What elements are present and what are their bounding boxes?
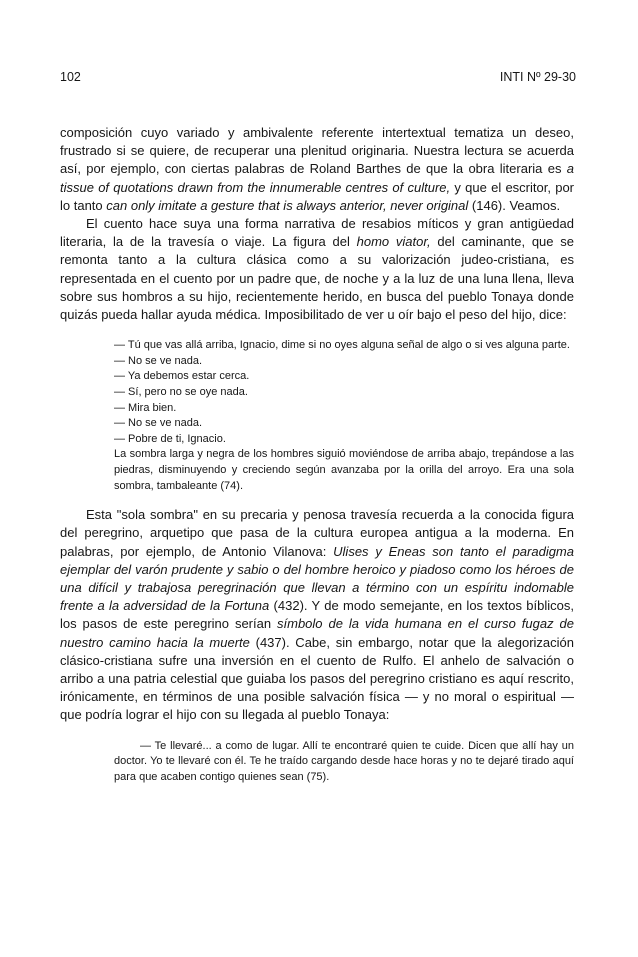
p2-text-2: del caminante, que se remonta tanto a la cultura clásica como a su valorización judeo-cristiana, es representada en el cuento por un padre que, de noche y a la luz de una luna llena, lleva sobre sus hombros a su hijo, recientemente herido, en busca del pueblo Tonaya donde quizás pueda hallar ayuda médica. Imposibilitado de ver u oír bajo el peso del hijo, dice:: [60, 234, 574, 323]
p1-italic-quote-2: can only imitate a gesture that is always anterior, never original: [106, 197, 469, 213]
p3-text-3: (437). Cabe, sin embargo, notar que la alegorización clásico-cristiana sufre una inversión en el cuento de Rulfo. El anhelo de salvación o arribo a una patria celestial que guiaba los pasos del peregrino cristiano es aquí rescrito, irónicamente, en términos de una posible salvación física — y no moral o espiritual — que podría lograr el hijo con su llegada al pueblo Tonaya:: [60, 634, 574, 723]
dialogue-line: — Pobre de ti, Ignacio.: [114, 432, 226, 445]
p3-text-2: (432). Y de modo semejante, en los textos bíblicos, los pasos de este peregrino serían: [60, 598, 574, 632]
p2-text-1: El cuento hace suya una forma narrativa de resabios míticos y gran antigüedad literaria, la de la travesía o viaje. La figura del: [60, 216, 574, 250]
paragraph-3: [60, 506, 574, 724]
p1-text-1: composición cuyo variado y ambivalente referente intertextual tematiza un deseo, frustrado si se quiere, de recuperar una plenitud originaria. Nuestra lectura se acuerda así, por ejemplo, con ciertas palabras de Roland Barthes de que la obra literaria es: [60, 125, 574, 177]
dialogue-line: — Sí, pero no se oye nada.: [114, 386, 248, 399]
block-quote-dialogue: [114, 338, 574, 494]
page-number: 102: [60, 70, 81, 84]
p3-italic-quote-1: Ulises y Eneas son tanto el paradigma ejemplar del varón prudente y sabio o del hombre heroico y piadoso como los héroes de una difícil y trabajosa peregrinación que llevan a término con un espíritu indomable frente a la adversidad de la Fortuna: [60, 543, 574, 614]
p3-text-1: Esta "sola sombra" en su precaria y penosa travesía recuerda a la conocida figura del peregrino, arquetipo que pasa de la cultura europea antigua a la moderna. En palabras, por ejemplo, de Antonio Vilanova:: [60, 507, 574, 559]
dialogue-line: — No se ve nada.: [114, 354, 203, 367]
quote-final-text: — Te llevaré... a como de lugar. Allí te encontraré quien te cuide. Dicen que allí hay un doctor. Yo te llevaré con él. Te he traído cargando desde hace horas y no te dejaré tirado aquí para que acaben contigo quienes sean (75).: [114, 739, 574, 783]
dialogue-line: — Ya debemos estar cerca.: [114, 370, 250, 383]
block-quote-final: [114, 739, 574, 786]
quote-narration: La sombra larga y negra de los hombres siguió moviéndose de arriba abajo, trepándose a las piedras, disminuyendo y creciendo según avanzaba por la orilla del arroyo. Era una sola sombra, tambaleante (74).: [114, 448, 574, 492]
p1-text-2: y que el escritor, por lo tanto: [60, 179, 575, 213]
p3-italic-quote-2: símbolo de la vida humana en el curso fugaz de nuestro camino hacia la muerte: [60, 616, 574, 650]
paragraph-1: [60, 124, 574, 215]
p1-italic-quote-1: a tissue of quotations drawn from the innumerable centres of culture,: [60, 161, 574, 195]
dialogue-line: — No se ve nada.: [114, 417, 203, 430]
dialogue-line: — Tú que vas allá arriba, Ignacio, dime si no oyes alguna señal de algo o si ves alguna parte.: [114, 339, 570, 352]
paragraph-2: [60, 215, 574, 324]
p2-italic-term: homo viator,: [356, 234, 431, 250]
article-body: [60, 124, 574, 785]
dialogue-line: — Mira bien.: [114, 401, 177, 414]
p1-text-3: (146). Veamos.: [468, 197, 561, 213]
journal-title: INTI Nº 29-30: [499, 70, 576, 84]
